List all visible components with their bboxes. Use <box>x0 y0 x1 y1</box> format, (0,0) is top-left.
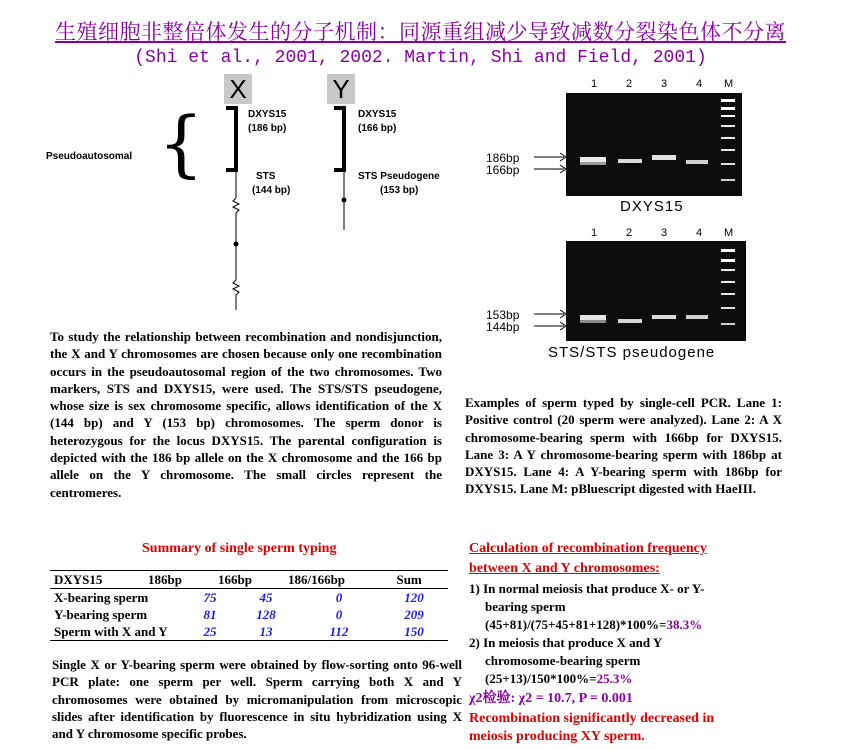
calc-item-2: 2) In meiosis that produce X and Y chromosome-bearing sperm (25+13)/150*100%=25.3% <box>469 635 663 686</box>
cell-value: 25 <box>203 623 217 639</box>
gel1-caption: DXYS15 <box>620 198 684 215</box>
table-rule-bottom <box>50 640 448 641</box>
row-label: Sperm with X and Y <box>54 623 168 639</box>
y-sts-pseudogene-label: STS Pseudogene (153 bp) <box>358 171 440 196</box>
intro-paragraph: To study the relationship between recombination and nondisjunction, the X and Y chromosomes are chosen because only one recombination occurs in the pseudoautosomal region of the two chromosomes. Two markers, STS and DXYS15, were used. The STS/STS pseudogene, whose size is sex chromosome specific, allows identification of the X (144 bp) and Y (153 bp) chromosomes. The sperm donor is heterozygous for the locus DXYS15. The parental configuration is depicted with the 186 bp allele on the X chromosome and the 166 bp allele on the Y chromosome. The small circles represent the centromeres. <box>50 329 442 500</box>
y-chromosome-label: Y <box>327 74 355 104</box>
row-label: X-bearing sperm <box>54 589 149 605</box>
summary-title: Summary of single sperm typing <box>142 541 337 556</box>
cell-value: 0 <box>335 606 343 622</box>
lane-label: 1 <box>591 78 598 90</box>
summary-table <box>50 571 448 588</box>
gel1-bands <box>566 93 742 196</box>
cell-value: 81 <box>203 606 217 622</box>
result-value: 38.3% <box>666 617 703 632</box>
header-cell: 166bp <box>218 571 252 587</box>
page-title: 生殖细胞非整倍体发生的分子机制：同源重组减少导致减数分裂染色体不分离 <box>55 20 786 44</box>
lane-label: 3 <box>661 227 668 239</box>
gel2-lane-labels <box>566 227 766 241</box>
lane-label: 2 <box>626 78 633 90</box>
summary-table-wrap <box>50 570 448 641</box>
header-cell: DXYS15 <box>54 571 103 587</box>
table-row <box>50 623 448 640</box>
cell-value: 128 <box>256 606 276 622</box>
pseudoautosomal-label: Pseudoautosomal <box>46 151 133 162</box>
cell-value: 45 <box>259 589 273 605</box>
lane-label: 4 <box>696 78 703 90</box>
x-chromosome-label: X <box>224 74 252 104</box>
cell-value: 0 <box>335 589 343 605</box>
result-value: 25.3% <box>596 671 633 686</box>
citation: (Shi et al., 2001, 2002. Martin, Shi and Field, 2001) <box>134 48 707 68</box>
gel2-bands <box>566 241 746 341</box>
row-label: Y-bearing sperm <box>54 606 148 622</box>
header-cell: 186/166bp <box>287 571 346 587</box>
cell-value: 75 <box>203 589 217 605</box>
gel2-arrows <box>532 307 572 337</box>
methods-paragraph: Single X or Y-bearing sperm were obtained by flow-sorting onto 96-well PCR plate: one sperm per well. Sperm carrying both X and Y chromosomes were obtained by micromanipulation from microscopic slides after identification by fluorescence in situ hybridization using X and Y chromosome specific probes. <box>52 657 462 742</box>
lane-label: M <box>724 78 734 90</box>
table-header-row <box>50 571 448 588</box>
gel1-lane-labels <box>566 78 766 92</box>
summary-table-body <box>50 589 448 640</box>
conclusion: Recombination significantly decreased in meiosis producing XY sperm. <box>469 711 715 744</box>
cell-value: 13 <box>259 623 273 639</box>
calc-item-1: 1) In normal meiosis that produce X- or Y- bearing sperm (45+81)/(75+45+81+128)*100%=38.3% <box>469 581 705 632</box>
x-dxys15-label: DXYS15 (186 bp) <box>248 109 287 134</box>
gel2-bp-labels: 153bp 144bp <box>486 308 520 334</box>
x-sts-label: STS (144 bp) <box>252 171 291 196</box>
calculation-section <box>469 539 779 746</box>
brace-icon: { <box>158 101 204 185</box>
cell-value: 209 <box>404 606 424 622</box>
header-cell: 186bp <box>148 571 182 587</box>
lane-label: M <box>724 227 734 239</box>
gel-image-dxys15 <box>566 93 742 196</box>
calc-title: Calculation of recombination frequency between X and Y chromosomes: <box>469 541 707 576</box>
header-cell: Sum <box>396 571 422 587</box>
y-dxys15-label: DXYS15 (166 bp) <box>358 109 397 134</box>
gel1-arrows <box>532 150 572 180</box>
chi-square-result: χ2检验: χ2 = 10.7, P = 0.001 <box>469 691 633 706</box>
table-row <box>50 589 448 606</box>
gel1-bp-labels: 186bp 166bp <box>486 151 520 177</box>
gel-image-sts <box>566 241 746 341</box>
lane-label: 2 <box>626 227 633 239</box>
gel2-caption: STS/STS pseudogene <box>548 344 716 361</box>
cell-value: 120 <box>404 589 424 605</box>
lane-label: 1 <box>591 227 598 239</box>
cell-value: 112 <box>329 623 349 639</box>
lane-label: 3 <box>661 78 668 90</box>
chromosome-diagram <box>40 70 460 320</box>
cell-value: 150 <box>404 623 424 639</box>
table-row <box>50 606 448 623</box>
gel-caption-text: Examples of sperm typed by single-cell PCR. Lane 1: Positive control (20 sperm were analyzed). Lane 2: A X chromosome-bearing sperm with 166bp for DXYS15. Lane 3: A Y chromosome-bearing sperm with 186bp at DXYS15. Lane 4: A Y-bearing sperm with 186bp for DXYS15. Lane M: pBluescript digested with HaeIII. <box>465 395 782 497</box>
lane-label: 4 <box>696 227 703 239</box>
